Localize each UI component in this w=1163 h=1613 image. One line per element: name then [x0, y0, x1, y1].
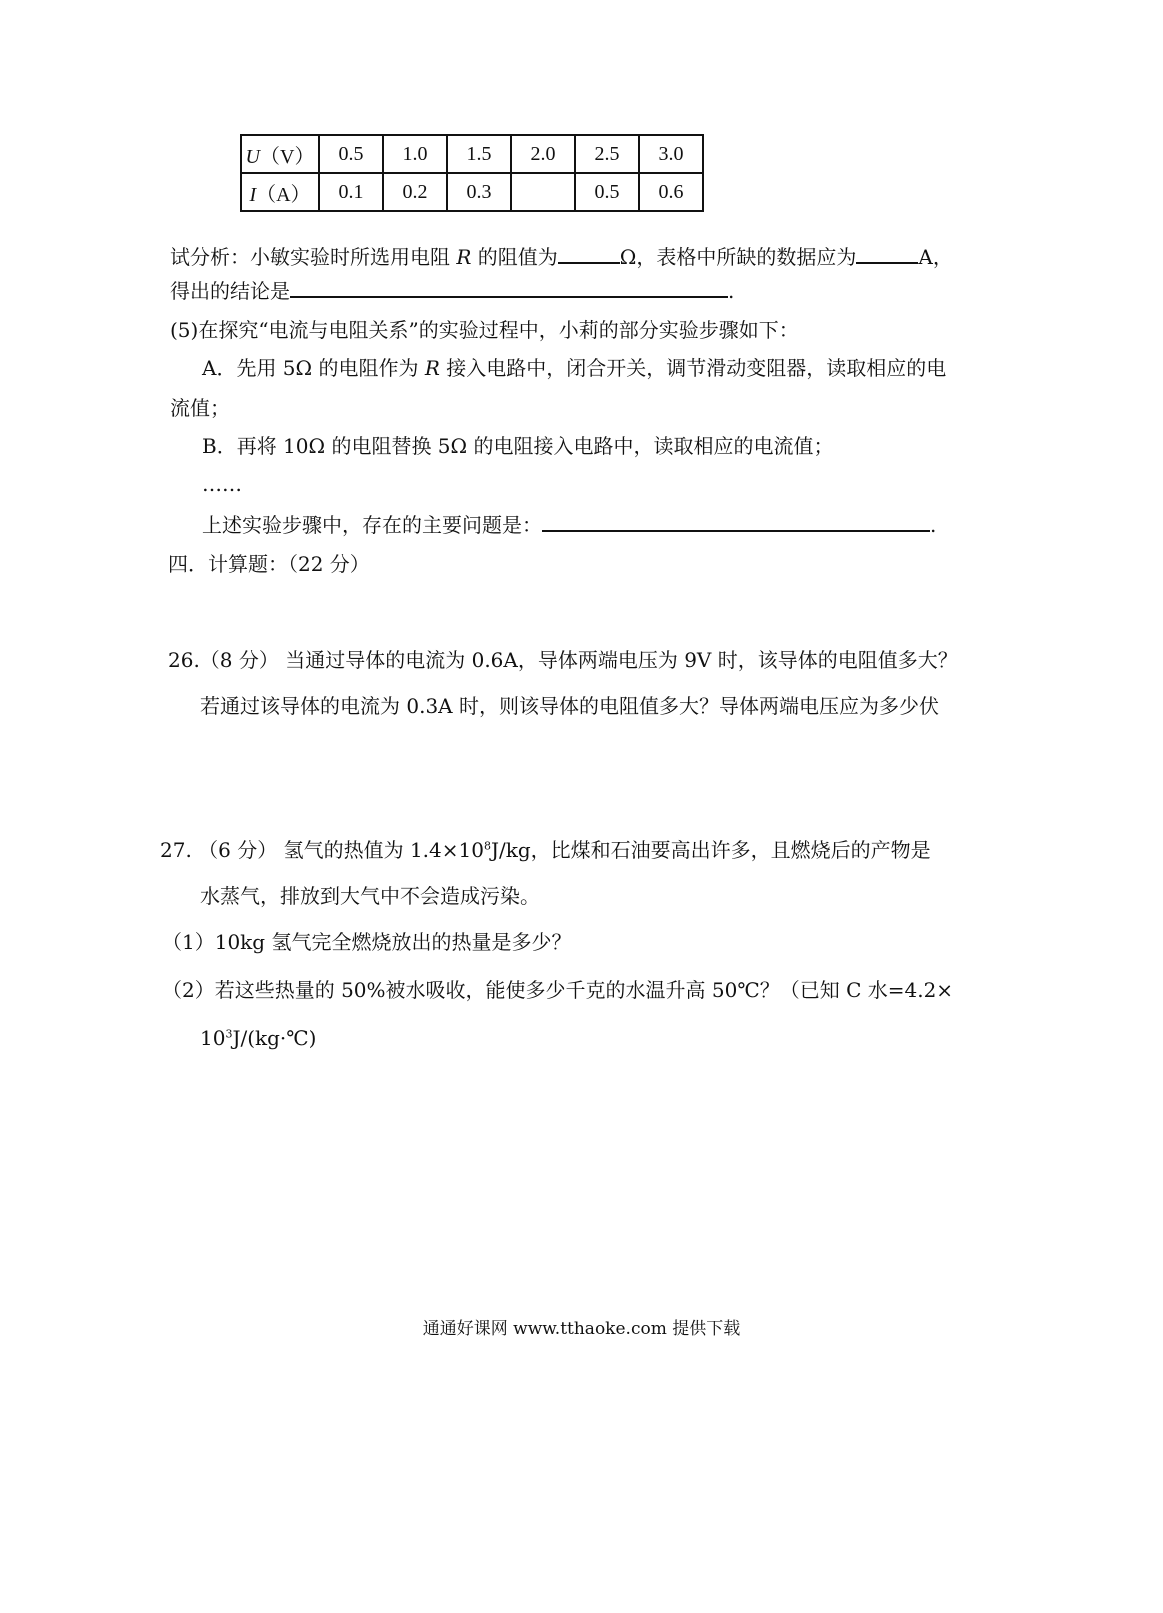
q5-step-a: A．先用 5Ω 的电阻作为 R 接入电路中，闭合开关，调节滑动变阻器，读取相应的电	[202, 356, 947, 380]
analysis-line-1: 试分析：小敏实验时所选用电阻 R 的阻值为 Ω，表格中所缺的数据应为 A，	[170, 242, 953, 271]
table-cell-missing	[511, 173, 575, 211]
table-cell: 0.5	[319, 135, 383, 173]
missing-data-blank[interactable]	[856, 242, 918, 264]
footer-source: 通通好课网 www.tthaoke.com 提供下载	[422, 1319, 741, 1339]
table-cell: 0.3	[447, 173, 511, 211]
conclusion-blank[interactable]	[290, 276, 728, 298]
row-header-current: I（A）	[241, 173, 319, 211]
q27-line-1: 27. （6 分） 氢气的热值为 $1.4\times 10^8J/kg$，比煤和石油要高出许多，且燃烧后的产物是	[160, 838, 931, 862]
row-header-voltage: U（V）	[241, 135, 319, 173]
analysis-line-2: 得出的结论是 .	[170, 276, 734, 305]
table-cell: 1.5	[447, 135, 511, 173]
q26-line-2: 若通过该导体的电流为 0.3A 时，则该导体的电阻值多大？导体两端电压应为多少伏	[200, 694, 939, 718]
section-title: 四．计算题：（22 分）	[168, 552, 370, 576]
table-cell: 0.2	[383, 173, 447, 211]
table-cell: 0.5	[575, 173, 639, 211]
table-row	[241, 173, 703, 211]
q27-line-2: 水蒸气，排放到大气中不会造成污染。	[200, 884, 540, 908]
q27-sub-2: （2）若这些热量的 50%被水吸收，能使多少千克的水温升高 50℃？（已知 C 水=4.2×	[162, 978, 954, 1002]
table-cell: 2.5	[575, 135, 639, 173]
table-cell: 3.0	[639, 135, 703, 173]
q27-sub-1: （1）10kg 氢气完全燃烧放出的热量是多少？	[162, 930, 572, 954]
q5-step-a-cont: 流值；	[170, 396, 230, 420]
q5-intro: (5)在探究“电流与电阻关系”的实验过程中，小莉的部分实验步骤如下：	[170, 318, 799, 342]
q26-line-1: 26.（8 分） 当通过导体的电流为 0.6A，导体两端电压为 9V 时，该导体的电阻值多大？	[168, 648, 958, 672]
table-cell: 0.6	[639, 173, 703, 211]
q5-step-b: B．再将 10Ω 的电阻替换 5Ω 的电阻接入电路中，读取相应的电流值；	[202, 434, 834, 458]
q27-sub-2-cont: $10^3J/(kg\cdot℃)$	[200, 1026, 317, 1050]
table-cell: 1.0	[383, 135, 447, 173]
table-row	[241, 135, 703, 173]
problem-blank[interactable]	[542, 510, 930, 532]
resistance-blank[interactable]	[558, 242, 620, 264]
table-cell: 2.0	[511, 135, 575, 173]
q5-problem: 上述实验步骤中，存在的主要问题是： .	[202, 510, 936, 539]
table-cell: 0.1	[319, 173, 383, 211]
data-table	[240, 134, 704, 212]
q5-ellipsis: ……	[202, 472, 242, 496]
